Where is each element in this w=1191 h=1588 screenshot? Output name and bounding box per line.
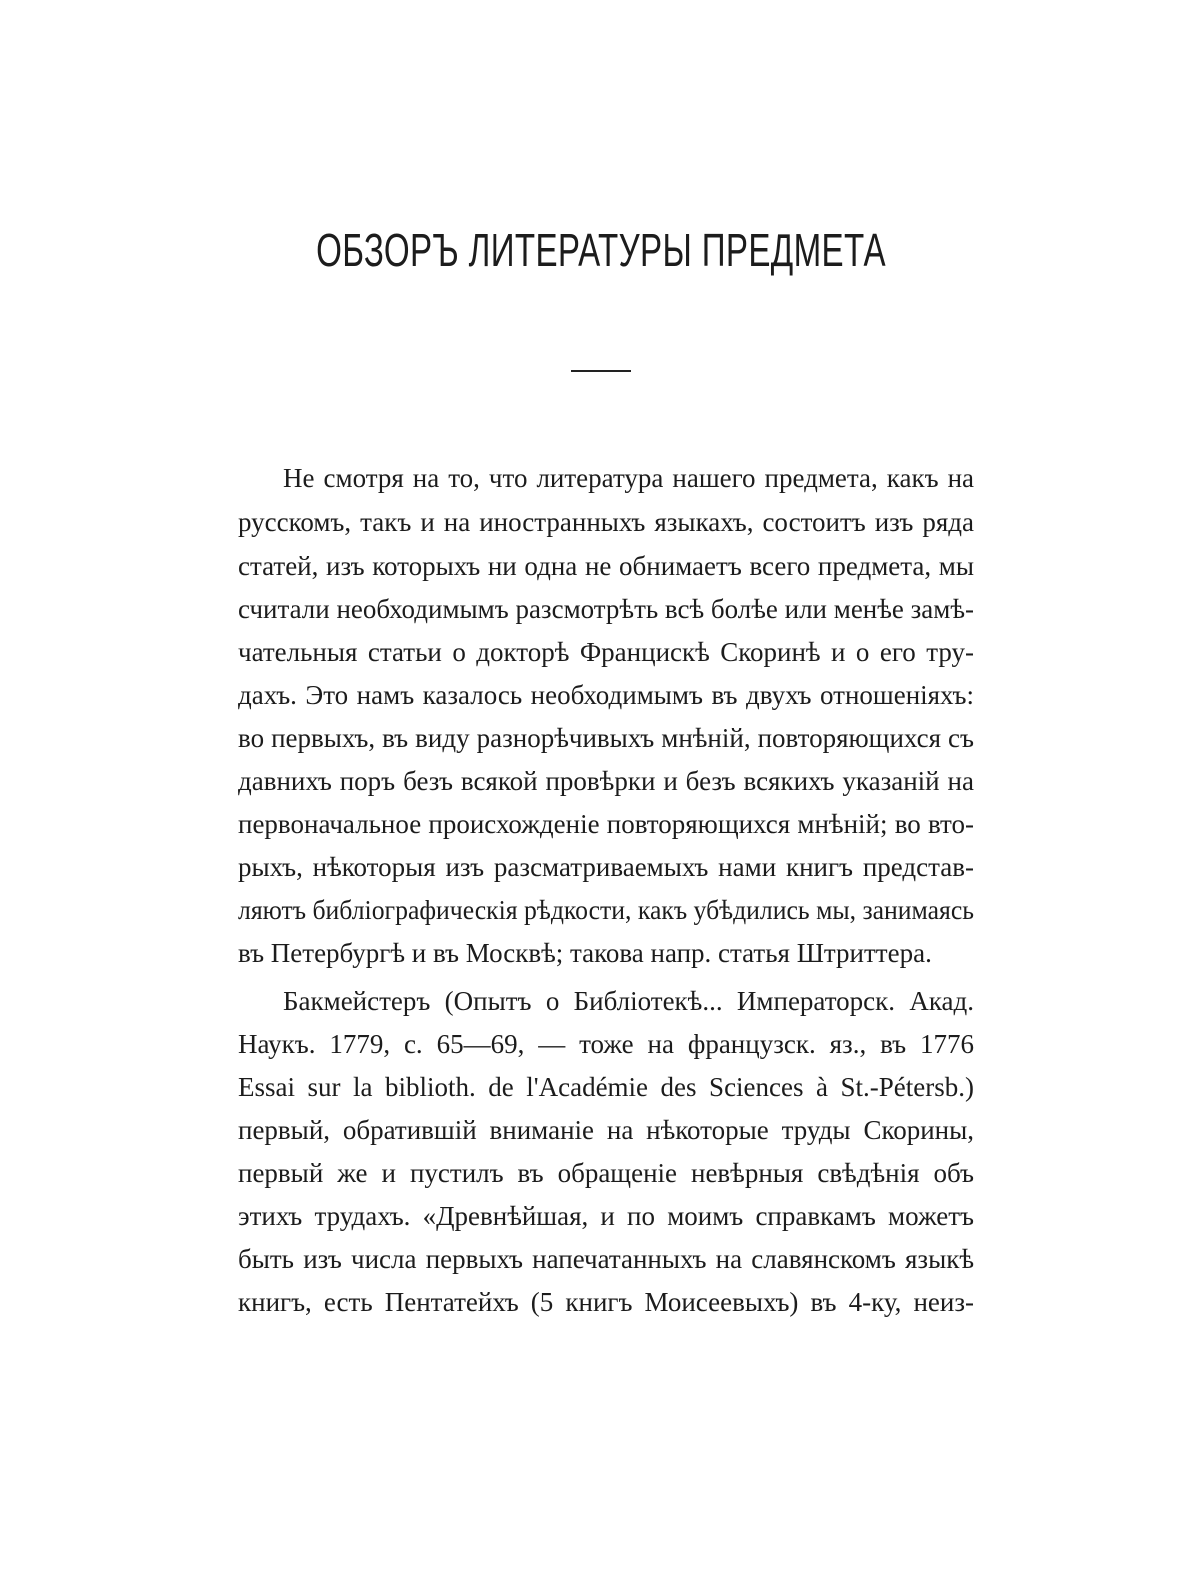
text-line: дахъ. Это намъ казалось необходимымъ въ двухъ отношеніяхъ: [238, 680, 974, 710]
text-line: этихъ трудахъ. «Древнѣйшая, и по моимъ справкамъ можетъ [238, 1201, 974, 1231]
text-line: рыхъ, нѣкоторыя изъ разсматриваемыхъ нами книгъ представ- [238, 852, 974, 882]
text-line: первоначальное происхожденіе повторяющихся мнѣній; во вто- [238, 809, 974, 839]
text-line: въ Петербургѣ и въ Москвѣ; такова напр. статья Штриттера. [238, 938, 932, 968]
text-line: во первыхъ, въ виду разнорѣчивыхъ мнѣній, повторяющихся съ [238, 723, 974, 753]
text-line: ляютъ библіографическія рѣдкости, какъ убѣдились мы, занимаясь [238, 895, 975, 925]
text-line: быть изъ числа первыхъ напечатанныхъ на славянскомъ языкѣ [238, 1244, 974, 1274]
text-line: русскомъ, такъ и на иностранныхъ языкахъ, состоитъ изъ ряда [238, 507, 974, 537]
text-line: первый, обратившій вниманіе на нѣкоторые труды Скорины, [238, 1115, 974, 1145]
title-divider [571, 370, 631, 372]
text-line: статей, изъ которыхъ ни одна не обнимаетъ всего предмета, мы [238, 551, 974, 581]
text-line: считали необходимымъ разсмотрѣть всѣ болѣе или менѣе замѣ- [238, 594, 974, 624]
text-line: Не смотря на то, что литература нашего предмета, какъ на [283, 463, 974, 493]
text-line: Наукъ. 1779, с. 65—69, — тоже на французск. яз., въ 1776 [238, 1029, 974, 1059]
text-line: книгъ, есть Пентатейхъ (5 книгъ Моисеевыхъ) въ 4-ку, неиз- [238, 1287, 974, 1317]
text-line: Бакмейстеръ (Опытъ о Библіотекѣ... Императорск. Акад. [283, 986, 974, 1016]
text-line: первый же и пустилъ въ обращеніе невѣрныя свѣдѣнія объ [238, 1158, 974, 1188]
text-line: давнихъ поръ безъ всякой провѣрки и безъ всякихъ указаній на [238, 766, 974, 796]
text-line: чательныя статьи о докторѣ Францискѣ Скоринѣ и о его тру- [238, 637, 974, 667]
text-line: Essai sur la biblioth. de l'Académie des Sciences à St.-Pétersb.) [238, 1072, 974, 1102]
page-title: ОБЗОРЪ ЛИТЕРАТУРЫ ПРЕДМЕТА [316, 224, 886, 276]
